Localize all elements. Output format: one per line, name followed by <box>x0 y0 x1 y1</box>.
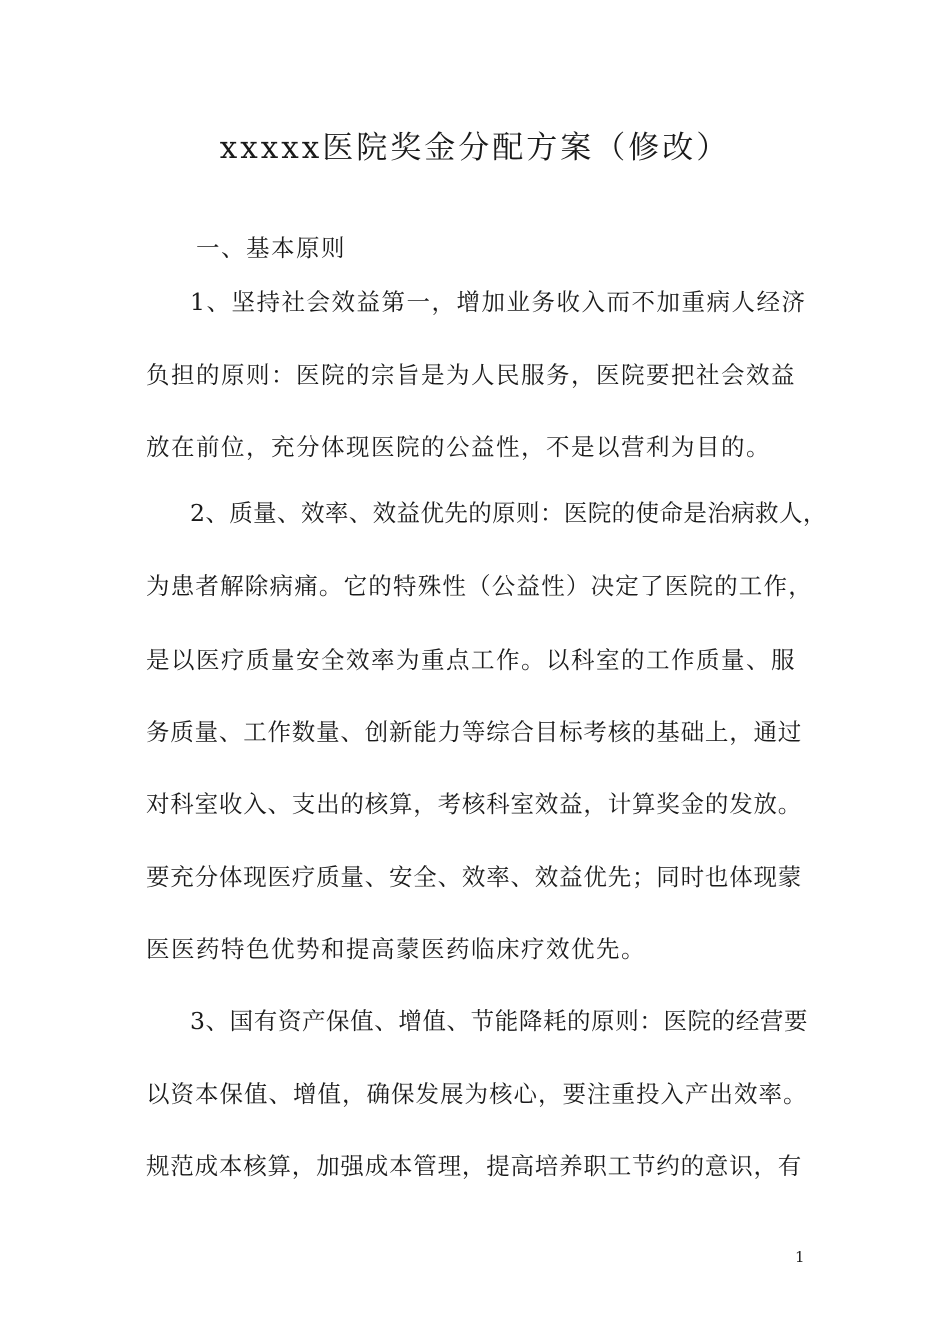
body-line: 务质量、工作数量、创新能力等综合目标考核的基础上，通过 <box>146 718 803 746</box>
body-line: 对科室收入、支出的核算，考核科室效益，计算奖金的发放。 <box>146 790 803 818</box>
body-line: 规范成本核算，加强成本管理，提高培养职工节约的意识，有 <box>146 1152 803 1180</box>
body-line: 1、坚持社会效益第一，增加业务收入而不加重病人经济 <box>190 288 807 316</box>
body-line: 是以医疗质量安全效率为重点工作。以科室的工作质量、服 <box>146 646 796 674</box>
body-line: 为患者解除病痛。它的特殊性（公益性）决定了医院的工作， <box>146 572 813 600</box>
body-line: 2、质量、效率、效益优先的原则：医院的使命是治病救人， <box>190 499 827 527</box>
body-line: 医医药特色优势和提高蒙医药临床疗效优先。 <box>146 935 646 963</box>
section-heading-basic-principles: 一、基本原则 <box>196 234 346 262</box>
body-line: 3、国有资产保值、增值、节能降耗的原则：医院的经营要 <box>190 1007 809 1035</box>
document-title: xxxxx医院奖金分配方案（修改） <box>219 130 731 166</box>
body-line: 负担的原则：医院的宗旨是为人民服务，医院要把社会效益 <box>146 361 796 389</box>
body-line: 要充分体现医疗质量、安全、效率、效益优先；同时也体现蒙 <box>146 863 803 891</box>
body-line: 放在前位，充分体现医院的公益性，不是以营利为目的。 <box>146 433 771 461</box>
page-number: 1 <box>795 1248 805 1266</box>
body-line: 以资本保值、增值，确保发展为核心，要注重投入产出效率。 <box>146 1080 808 1108</box>
